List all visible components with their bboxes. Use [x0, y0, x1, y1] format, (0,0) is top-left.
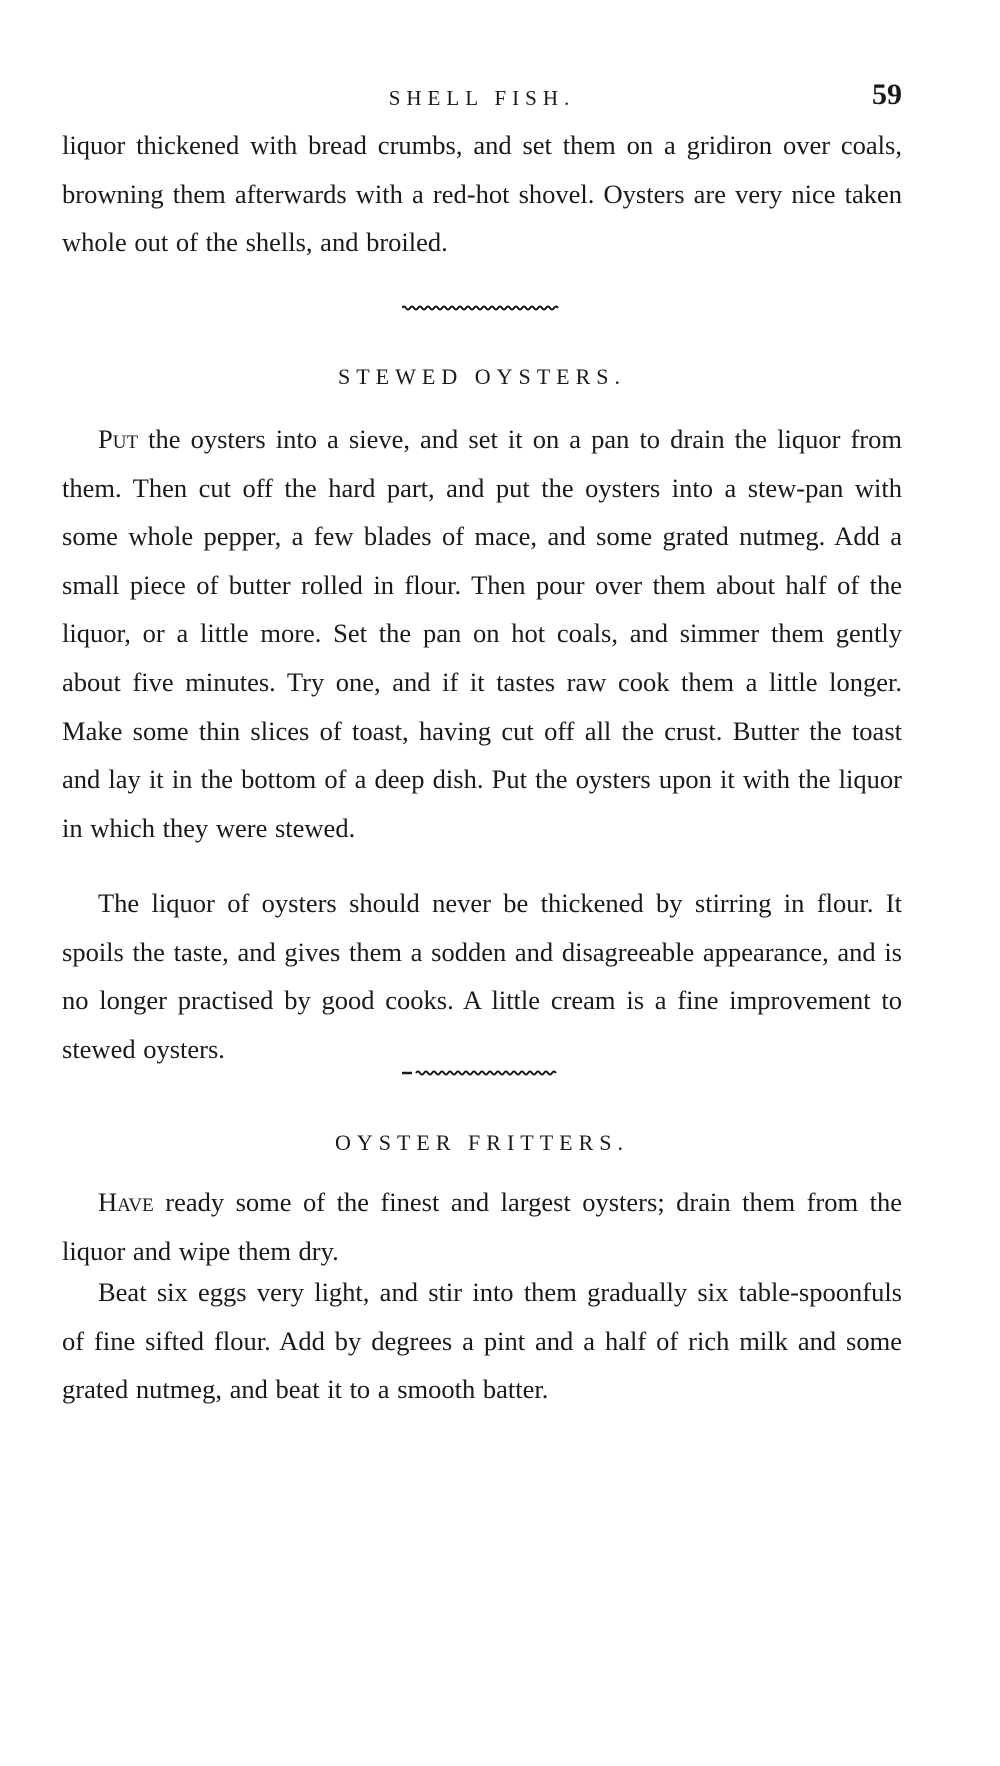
heading-oyster-fritters: OYSTER FRITTERS.	[334, 1130, 630, 1155]
fritters-paragraph-2: Beat six eggs very light, and stir into them gradually six table-spoonfuls of fine sifted flour. Add by degrees a pint and a half of rich milk and some grated nutmeg, and beat it to a smooth batter.	[62, 1277, 902, 1405]
stewed-paragraph-1	[62, 415, 902, 852]
paragraph-text: ready some of the finest and largest oysters; drain them from the liquor and wipe them dry.	[62, 1187, 902, 1266]
drop-letter: P	[98, 424, 113, 454]
section-divider-2	[402, 1070, 560, 1076]
continued-paragraph: liquor thickened with bread crumbs, and set them on a gridiron over coals, browning them afterwards with a red-hot shovel. Oysters are very nice taken whole out of the shells, and broiled.	[62, 130, 902, 258]
small-caps-word: ut	[112, 424, 139, 454]
drop-letter: H	[98, 1187, 118, 1217]
running-title: SHELL FISH.	[388, 86, 576, 110]
stewed-paragraph-2: The liquor of oysters should never be thickened by stirring in flour. It spoils the taste, and gives them a sodden and disagreeable appearance, and is no longer practised by good cooks. A little cream is a fine improvement to stewed oysters.	[62, 888, 902, 1064]
paragraph-text: the oysters into a sieve, and set it on a pan to drain the liquor from them. Then cut off the hard part, and put the oysters into a stew-pan with some whole pepper, a few blades of mace, and some grated nutmeg. Add a small piece of butter rolled in flour. Then pour over them about half of the liquor, or a little more. Set the pan on hot coals, and simmer them gently about five minutes. Try one, and if it tastes raw cook them a little longer. Make some thin slices of toast, having cut off all the crust. Butter the toast and lay it in the bottom of a deep dish. Put the oysters upon it with the liquor in which they were stewed.	[62, 424, 902, 843]
section-divider-1	[402, 305, 560, 311]
running-head	[62, 78, 902, 122]
fritters-paragraph-1	[62, 1178, 902, 1275]
page-number: 59	[872, 78, 902, 111]
book-page	[62, 0, 902, 1766]
small-caps-word: ave	[117, 1187, 154, 1217]
heading-stewed-oysters: STEWED OYSTERS.	[338, 364, 626, 389]
